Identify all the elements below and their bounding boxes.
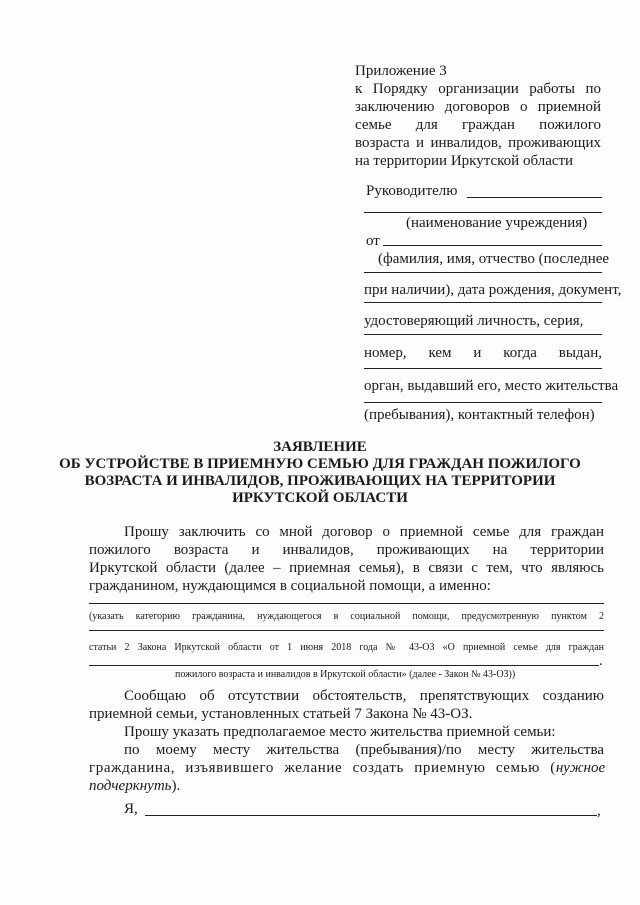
addressee-from-label: от xyxy=(366,233,380,249)
category-fill-line-1[interactable] xyxy=(89,603,604,604)
category-end-dot: . xyxy=(599,653,603,669)
addressee-head-fill-line[interactable] xyxy=(467,197,602,198)
heading-line-2: ОБ УСТРОЙСТВЕ В ПРИЕМНУЮ СЕМЬЮ ДЛЯ ГРАЖДАН ПОЖИЛОГО xyxy=(59,456,581,472)
p4-line-3-end: ). xyxy=(171,778,181,794)
category-hint-3: пожилого возраста и инвалидов в Иркутской области» (далее - Закон № 43-ОЗ)) xyxy=(175,669,516,680)
institution-hint: (наименование учреждения) xyxy=(406,215,588,231)
heading-line-4: ИРКУТСКОЙ ОБЛАСТИ xyxy=(232,490,408,506)
category-hint-2: статьи 2 Закона Иркутской области от 1 июня 2018 года № 43-ОЗ «О приемной семье для граждан xyxy=(89,642,604,653)
p4-line-3-italic: подчеркнуть xyxy=(89,778,172,794)
appendix-line-1: к Порядку организации работы по xyxy=(355,81,601,97)
addressee-to-label: Руководителю xyxy=(366,183,458,199)
category-fill-line-2[interactable] xyxy=(89,630,604,631)
institution-fill-line[interactable] xyxy=(364,212,602,213)
addressee-line-2: при наличии), дата рождения, документ, xyxy=(364,282,622,298)
category-fill-line-3[interactable] xyxy=(89,665,599,666)
p4-line-2-text: гражданина, изъявившего желание создать приемную семью ( xyxy=(89,760,556,776)
p1-line-2: пожилого возраста и инвалидов, проживающих на территории xyxy=(89,542,604,558)
addressee-line-6: (пребывания), контактный телефон) xyxy=(364,407,595,423)
appendix-line-4: возраста и инвалидов, проживающих xyxy=(355,135,601,151)
heading-title: ЗАЯВЛЕНИЕ xyxy=(273,439,367,455)
p3-line: Прошу указать предполагаемое место жительства приемной семьи: xyxy=(124,724,556,740)
appendix-line-3: семье для граждан пожилого xyxy=(355,117,601,133)
line-4-fill[interactable] xyxy=(364,368,602,369)
line-5-fill[interactable] xyxy=(364,402,602,403)
p5-label: Я, xyxy=(124,801,138,817)
p1-line-4: гражданином, нуждающимся в социальной помощи, а именно: xyxy=(89,578,491,594)
p5-end-comma: , xyxy=(597,803,601,819)
fio-fill-line[interactable] xyxy=(364,272,602,273)
appendix-title: Приложение 3 xyxy=(355,63,447,79)
addressee-line-3: удостоверяющий личность, серия, xyxy=(364,313,584,329)
heading-line-3: ВОЗРАСТА И ИНВАЛИДОВ, ПРОЖИВАЮЩИХ НА ТЕРРИТОРИИ xyxy=(84,473,556,489)
appendix-line-2: заключению договоров о приемной xyxy=(355,99,601,115)
p2-line-1: Сообщаю об отсутствии обстоятельств, препятствующих созданию xyxy=(124,688,604,704)
appendix-line-5: на территории Иркутской области xyxy=(355,153,574,169)
p1-line-3: Иркутской области (далее – приемная семья), в связи с тем, что являюсь xyxy=(89,560,604,576)
p4-line-1: по моему месту жительства (пребывания)/по месту жительства xyxy=(124,742,604,758)
p5-fill-line[interactable] xyxy=(145,815,597,816)
line-2-fill[interactable] xyxy=(364,302,602,303)
p2-line-2: приемной семьи, установленных статьей 7 Закона № 43-ОЗ. xyxy=(89,706,473,722)
p4-line-3 xyxy=(89,777,180,795)
p4-line-2 xyxy=(89,759,604,777)
p4-line-2-italic: нужное xyxy=(555,760,606,776)
line-3-fill[interactable] xyxy=(364,334,602,335)
addressee-line-5: орган, выдавший его, место жительства xyxy=(364,378,619,394)
from-fill-line[interactable] xyxy=(383,245,602,246)
p1-line-1: Прошу заключить со мной договор о приемной семье для граждан xyxy=(124,524,604,540)
category-hint-1: (указать категорию гражданина, нуждающегося в социальной помощи, предусмотренную пунктом 2 xyxy=(89,611,604,622)
fio-hint: (фамилия, имя, отчество (последнее xyxy=(378,251,610,267)
addressee-line-4: номер, кем и когда выдан, xyxy=(364,345,602,361)
